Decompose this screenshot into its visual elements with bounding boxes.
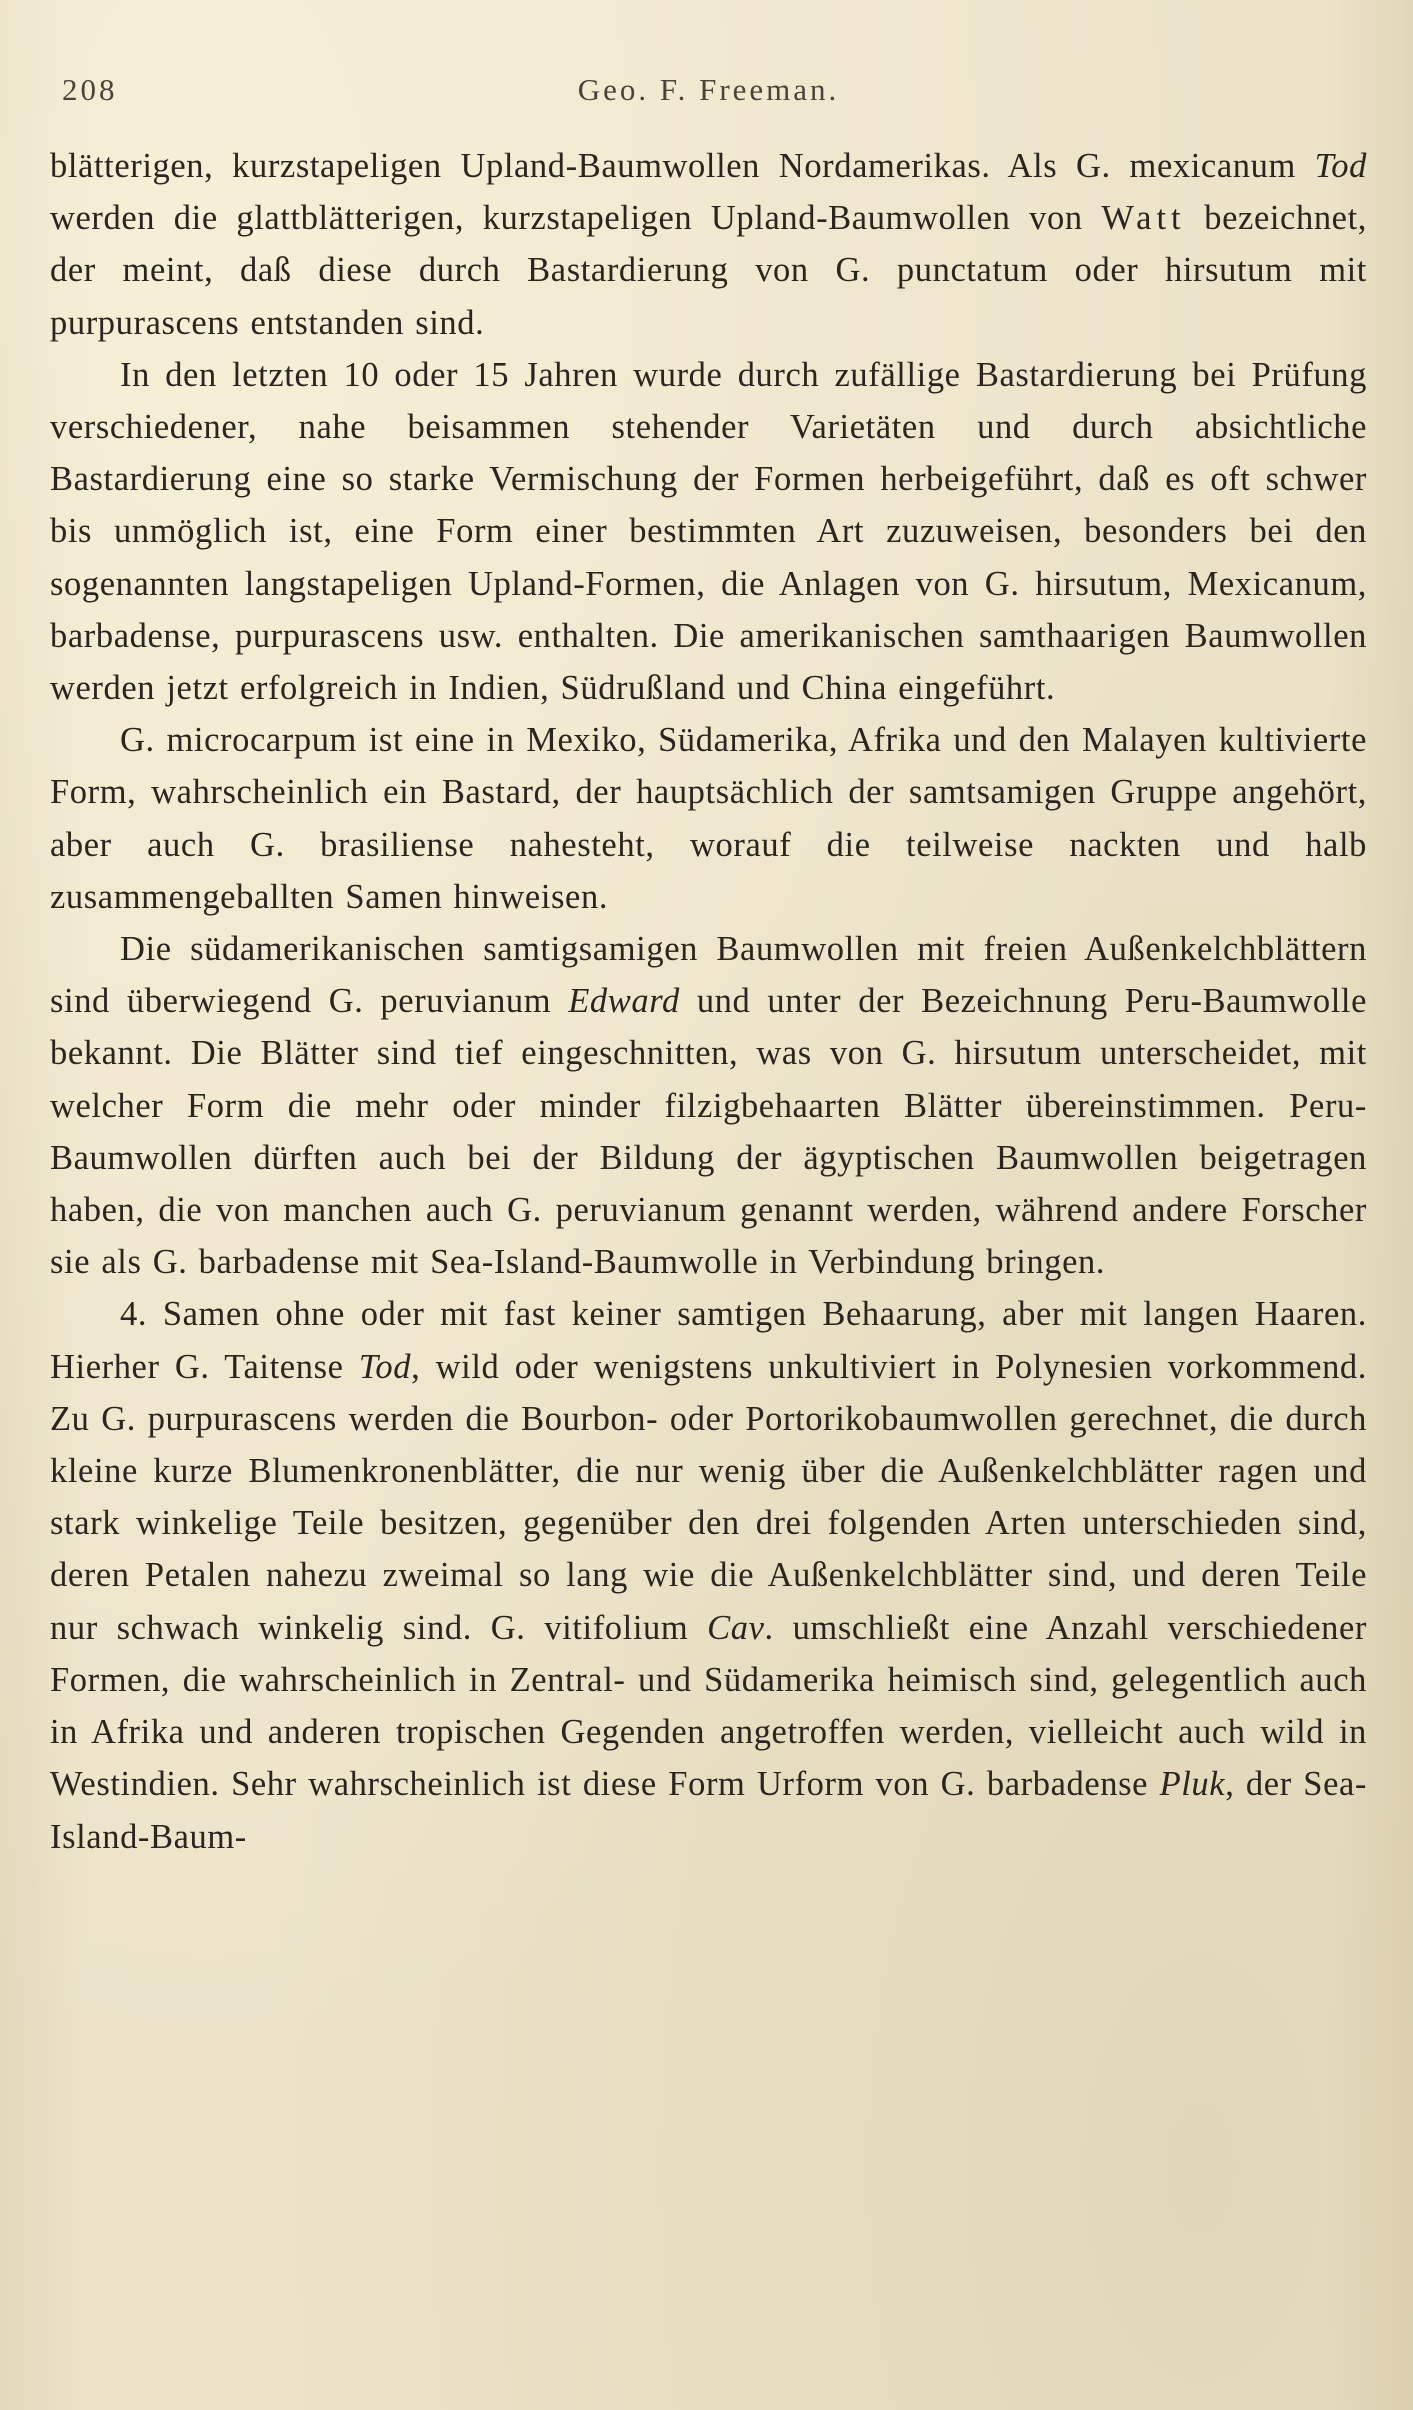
italic-author-name: Tod [1314,147,1367,185]
paragraph [50,1288,1367,1862]
text-segment: werden die glattblätterigen, kurzstapeligen Upland-Baumwollen von [50,199,1102,238]
italic-author-name: Tod [358,1347,412,1386]
italic-author-name: Pluk [1159,1765,1226,1804]
paragraph [50,349,1367,714]
text-segment: blätterigen, kurzstapeligen Upland-Baumwollen Nordamerikas. Als G. mexicanum [50,147,1315,185]
text-segment: bezeichnet, der meint, daß diese durch Bastardierung von G. punctatum oder hirsutum mit purpurascens entstanden sind. [50,199,1367,342]
italic-author-name: Edward [568,982,680,1021]
page-header [50,62,1367,132]
paragraph [50,923,1367,1288]
spaced-author-name: Watt [1101,199,1186,238]
text-segment: In den letzten 10 oder 15 Jahren wurde durch zufällige Bastardierung bei Prüfung verschiedener, nahe beisammen stehender Varietäten und durch absichtliche Bastardierung eine so starke Vermischung der Formen herbeigeführt, daß es oft schwer bis unmöglich ist, eine Form einer bestimmten Art zuzuweisen, besonders bei den sogenannten langstapeligen Upland-Formen, die Anlagen von G. hirsutum, Mexicanum, barbadense, purpurascens usw. enthalten. Die amerikanischen samthaarigen Baumwollen werden jetzt erfolgreich in Indien, Südrußland und China eingeführt. [50,355,1367,708]
page-number: 208 [62,72,118,107]
paragraph [50,714,1367,923]
text-segment: 4. Samen ohne oder mit fast keiner samtigen Behaarung, aber mit langen Haaren. Hierher G. Taitense [50,1295,1367,1386]
paragraph [50,140,1367,349]
text-segment: , der Sea-Island-Baum- [50,1765,1367,1856]
italic-author-name: Cav [707,1608,765,1647]
running-head: Geo. F. Freeman. [577,72,840,107]
body-text [50,140,1367,1863]
text-segment: und unter der Bezeichnung Peru-Baumwolle bekannt. Die Blätter sind tief eingeschnitten, was von G. hirsutum unterscheidet, mit welcher Form die mehr oder minder filzigbehaarten Blätter übereinstimmen. Peru-Baumwollen dürften auch bei der Bildung der ägyptischen Baumwollen beigetragen haben, die von manchen auch G. peruvianum genannt werden, während andere Forscher sie als G. barbadense mit Sea-Island-Baumwolle in Verbindung bringen. [50,982,1367,1282]
text-segment: , wild oder wenigstens unkultiviert in Polynesien vorkommend. Zu G. purpurascens werden die Bourbon- oder Portorikobaumwollen gerechnet, die durch kleine kurze Blumenkronenblätter, die nur wenig über die Außenkelchblätter ragen und stark winkelige Teile besitzen, gegenüber den drei folgenden Arten unterschieden sind, deren Petalen nahezu zweimal so lang wie die Außenkelchblätter sind, und deren Teile nur schwach winkelig sind. G. vitifolium [50,1347,1367,1647]
text-segment: . umschließt eine Anzahl verschiedener Formen, die wahrscheinlich in Zentral- und Südamerika heimisch sind, gelegentlich auch in Afrika und anderen tropischen Gegenden angetroffen werden, vielleicht auch wild in Westindien. Sehr wahrscheinlich ist diese Form Urform von G. barbadense [50,1608,1367,1804]
text-segment: G. microcarpum ist eine in Mexiko, Südamerika, Afrika und den Malayen kultivierte Form, wahrscheinlich ein Bastard, der hauptsächlich der samtsamigen Gruppe angehört, aber auch G. brasiliense nahesteht, worauf die teilweise nackten und halb zusammengeballten Samen hinweisen. [50,721,1367,916]
text-segment: Die südamerikanischen samtigsamigen Baumwollen mit freien Außenkelchblättern sind überwiegend G. peruvianum [50,930,1367,1021]
